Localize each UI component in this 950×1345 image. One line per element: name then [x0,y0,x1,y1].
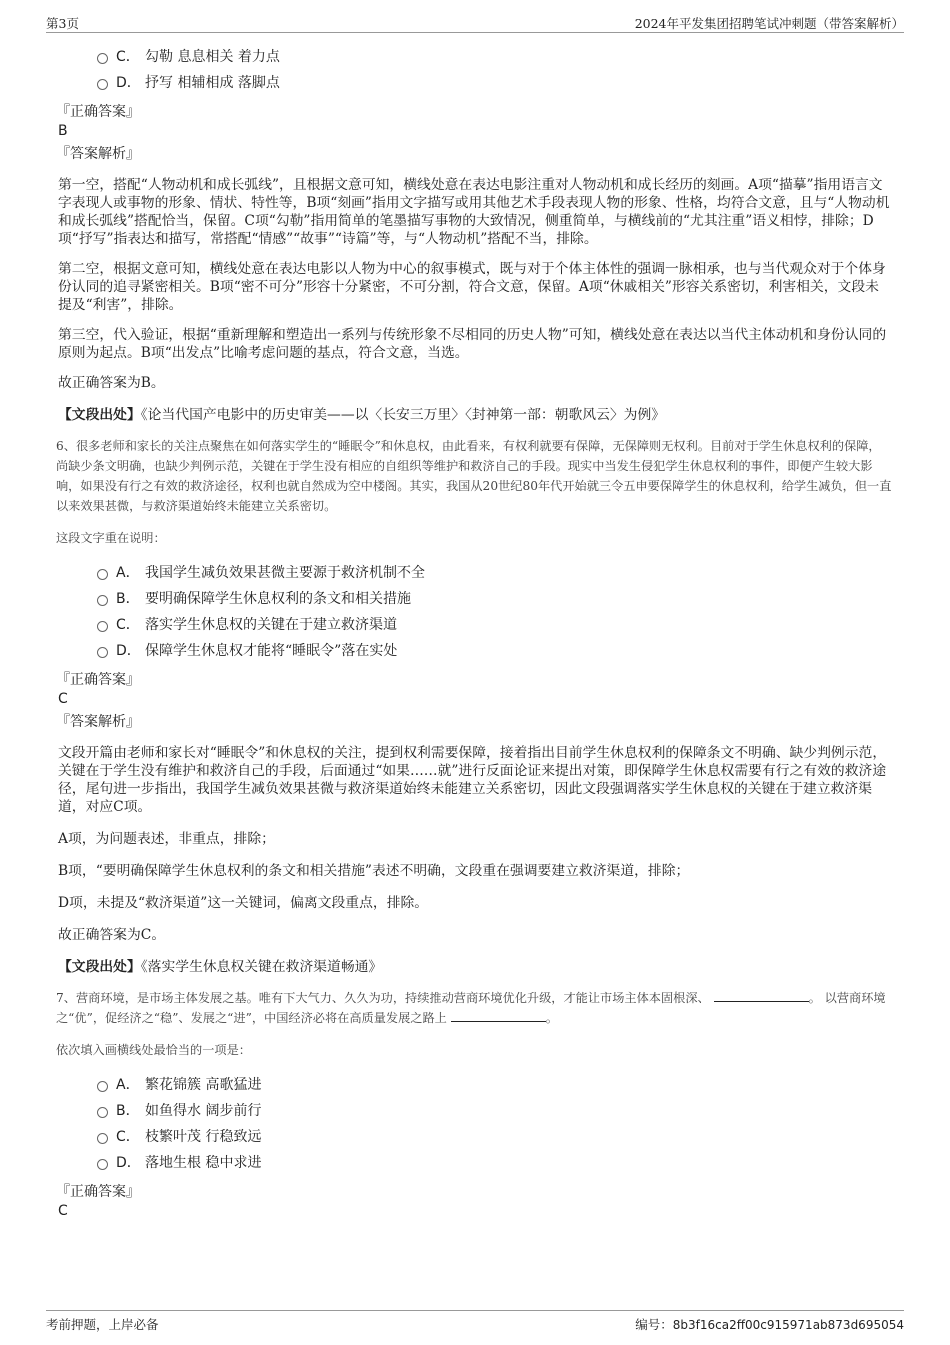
analysis-conclusion: 故正确答案为C。 [58,927,166,943]
page-footer [46,1310,904,1335]
footer-slogan: 考前押题，上岸必备 [46,1317,159,1332]
stem-text: 。 [808,991,821,1005]
radio-icon[interactable] [97,1133,108,1144]
code-label: 编号： [635,1317,673,1332]
document-title: 2024年平发集团招聘笔试冲刺题（带答案解析） [634,16,904,31]
page-content [56,40,892,1220]
stem-text: 以营商环境之“优”，促经济之“稳”、发展之“进”，中国经济必将在高质量发展之路上 [56,991,886,1025]
q6-option-a[interactable] [56,560,892,586]
option-letter: C． [116,1129,140,1145]
analysis-point-b: B项，“要明确保障学生休息权利的条文和相关措施”表述不明确，文段重在强调要建立救济渠道，排除； [58,863,690,879]
radio-icon[interactable] [97,621,108,632]
source-line [56,406,892,424]
analysis-paragraph: 第一空，搭配“人物动机和成长弧线”，且根据文意可知，横线处意在表达电影注重对人物动机和成长经历的刻画。A项“描摹”指用语言文字表现人或事物的形象、情状、特性等，B项“刻画”指用文字描写或用其他艺术手段表现人物的形象、性格，均符合文意，且与“人物动机和成长弧线”搭配恰当，保留。C项“勾勒”指用简单的笔墨描写事物的大致情况，侧重简单，与横线前的“尤其注重”语义相悖，排除；D项“抒写”指表达和描写，常搭配“情感”“故事”“诗篇”等，与“人物动机”搭配不当，排除。 [58,177,890,247]
source-label: 【文段出处】 [58,407,141,423]
page-number: 第3页 [46,16,79,31]
q6-option-b[interactable] [56,586,892,612]
analysis-label: 『答案解析』 [56,714,140,730]
option-letter: D． [116,1155,141,1171]
option-letter: C． [116,49,140,65]
option-text: 抒写 相辅相成 落脚点 [145,75,280,91]
option-text: 枝繁叶茂 行稳致远 [145,1129,262,1145]
q7-option-b[interactable] [56,1098,892,1124]
option-letter: D． [116,75,141,91]
radio-icon[interactable] [97,1159,108,1170]
q6-option-c[interactable] [56,612,892,638]
stem-text: 。 [545,1011,558,1025]
q5-option-d[interactable] [56,70,892,96]
option-text: 要明确保障学生休息权利的条文和相关措施 [145,591,411,607]
radio-icon[interactable] [97,53,108,64]
radio-icon[interactable] [97,569,108,580]
q6-option-d[interactable] [56,638,892,664]
option-letter: A． [116,565,140,581]
option-letter: B． [116,1103,140,1119]
answer-label: 『正确答案』 [56,672,140,688]
analysis-conclusion: 故正确答案为B。 [58,375,165,391]
radio-icon[interactable] [97,647,108,658]
question-stem [56,988,892,1028]
analysis-point-a: A项，为问题表述，非重点，排除； [58,831,275,847]
option-text: 落实学生休息权的关键在于建立救济渠道 [145,617,397,633]
page-header [46,12,904,33]
radio-icon[interactable] [97,79,108,90]
question-prompt: 依次填入画横线处最恰当的一项是： [56,1043,251,1057]
stem-text: 7、营商环境，是市场主体发展之基。唯有下大气力、久久为功，持续推动营商环境优化升级，才能让市场主体本固根深、 [56,991,710,1005]
question-prompt: 这段文字重在说明： [56,531,166,545]
option-letter: B． [116,591,140,607]
radio-icon[interactable] [97,1107,108,1118]
q7-option-d[interactable] [56,1150,892,1176]
option-text: 我国学生减负效果甚微主要源于救济机制不全 [145,565,425,581]
question-stem: 6、很多老师和家长的关注点聚焦在如何落实学生的“睡眠令”和休息权，由此看来，有权利就要有保障，无保障则无权利。目前对于学生休息权利的保障，尚缺少条文明确，也缺少判例示范，关键在于学生没有相应的自组织等维护和救济自己的手段。现实中当发生侵犯学生休息权利的事件，即便产生较大影响，如果没有行之有效的救济途径，权利也就自然成为空中楼阁。其实，我国从20世纪80年代开始就三令五申要保障学生的休息权利，给学生减负，但一直以来效果甚微，与救济渠道始终未能建立关系密切。 [56,439,892,513]
option-letter: A． [116,1077,140,1093]
analysis-point-d: D项，未提及“救济渠道”这一关键词，偏离文段重点，排除。 [58,895,429,911]
correct-answer: C [58,1203,68,1219]
option-text: 勾勒 息息相关 着力点 [145,49,280,65]
option-text: 落地生根 稳中求进 [145,1155,262,1171]
answer-label: 『正确答案』 [56,104,140,120]
correct-answer: B [58,123,68,139]
source-line [56,958,892,976]
option-letter: C． [116,617,140,633]
option-letter: D． [116,643,141,659]
document-code [635,1315,904,1333]
code-value: 8b3f16ca2ff00c915971ab873d695054 [672,1318,904,1332]
source-title: 《论当代国产电影中的历史审美——以〈长安三万里〉〈封神第一部：朝歌风云〉为例》 [140,407,666,423]
fill-blank [714,989,809,1002]
q5-option-c[interactable] [56,44,892,70]
source-title: 《落实学生休息权关键在救济渠道畅通》 [140,959,383,975]
fill-blank [451,1009,546,1022]
radio-icon[interactable] [97,595,108,606]
analysis-paragraph: 文段开篇由老师和家长对“睡眠令”和休息权的关注，提到权利需要保障，接着指出目前学生休息权利的保障条文不明确、缺少判例示范，关键在于学生没有维护和救济自己的手段，后面通过“如果……就”进行反面论证来提出对策，即保障学生休息权需要有行之有效的救济途径，尾句进一步指出，我国学生减负效果甚微与救济渠道始终未能建立关系密切，因此文段强调落实学生休息权的关键在于建立救济渠道，对应C项。 [58,745,887,815]
analysis-label: 『答案解析』 [56,146,140,162]
analysis-paragraph: 第二空，根据文意可知，横线处意在表达电影以人物为中心的叙事模式，既与对于个体主体性的强调一脉相承，也与当代观众对于个体身份认同的追寻紧密相关。B项“密不可分”形容十分紧密，不可分割，符合文意，保留。A项“休戚相关”形容关系密切，利害相关，文段未提及“利害”，排除。 [58,261,886,313]
analysis-paragraph: 第三空，代入验证，根据“重新理解和塑造出一系列与传统形象不尽相同的历史人物”可知，横线处意在表达以当代主体动机和身份认同的原则为起点。B项“出发点”比喻考虑问题的基点，符合文意，当选。 [58,327,887,361]
source-label: 【文段出处】 [58,959,141,975]
radio-icon[interactable] [97,1081,108,1092]
option-text: 保障学生休息权才能将“睡眠令”落在实处 [145,643,398,659]
q7-option-a[interactable] [56,1072,892,1098]
correct-answer: C [58,691,68,707]
q7-option-c[interactable] [56,1124,892,1150]
option-text: 如鱼得水 阔步前行 [145,1103,262,1119]
option-text: 繁花锦簇 高歌猛进 [145,1077,262,1093]
answer-label: 『正确答案』 [56,1184,140,1200]
